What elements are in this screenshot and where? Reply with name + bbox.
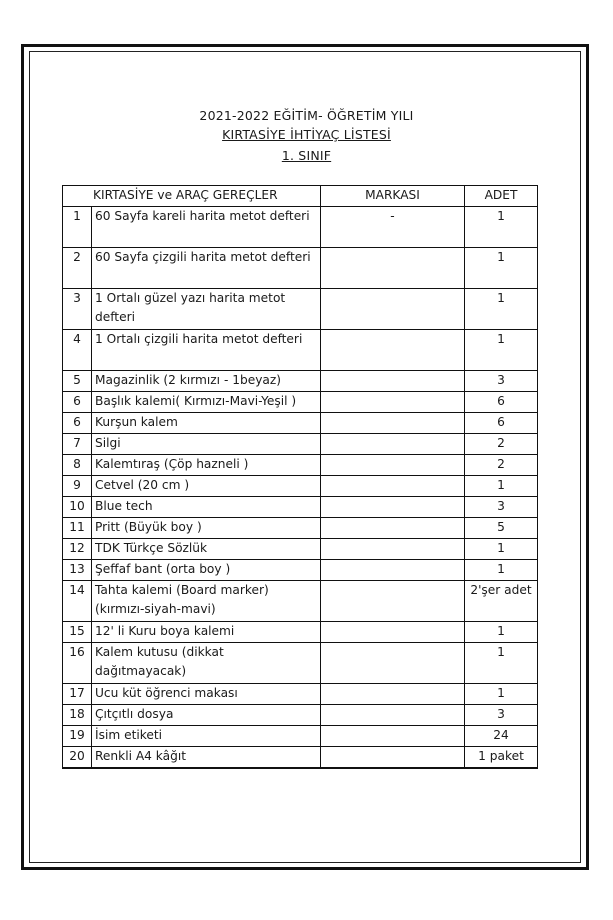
item-quantity: 1 bbox=[465, 559, 538, 580]
item-brand bbox=[321, 746, 465, 768]
item-brand bbox=[321, 391, 465, 412]
row-number: 4 bbox=[63, 329, 92, 370]
item-name: TDK Türkçe Sözlük bbox=[92, 538, 321, 559]
item-name: Tahta kalemi (Board marker)(kırmızı-siyah-mavi) bbox=[92, 580, 321, 621]
item-quantity: 6 bbox=[465, 412, 538, 433]
item-quantity: 1 bbox=[465, 247, 538, 288]
row-number: 18 bbox=[63, 704, 92, 725]
item-name: Kalem kutusu (dikkat dağıtmayacak) bbox=[92, 642, 321, 683]
item-brand bbox=[321, 247, 465, 288]
item-quantity: 1 bbox=[465, 329, 538, 370]
row-number: 17 bbox=[63, 683, 92, 704]
item-name: 1 Ortalı çizgili harita metot defteri bbox=[92, 329, 321, 370]
item-name: Çıtçıtlı dosya bbox=[92, 704, 321, 725]
item-quantity: 1 bbox=[465, 206, 538, 247]
table-row bbox=[63, 496, 538, 517]
item-name: Şeffaf bant (orta boy ) bbox=[92, 559, 321, 580]
item-brand bbox=[321, 370, 465, 391]
item-name: Kalemtıraş (Çöp hazneli ) bbox=[92, 454, 321, 475]
column-header-items: KIRTASİYE ve ARAÇ GEREÇLER bbox=[63, 186, 321, 207]
table-row bbox=[63, 475, 538, 496]
item-quantity: 3 bbox=[465, 370, 538, 391]
item-quantity: 1 paket bbox=[465, 746, 538, 768]
table-row bbox=[63, 538, 538, 559]
table-row bbox=[63, 725, 538, 746]
item-brand: - bbox=[321, 206, 465, 247]
row-number: 6 bbox=[63, 412, 92, 433]
item-quantity: 2'şer adet bbox=[465, 580, 538, 621]
item-quantity: 6 bbox=[465, 391, 538, 412]
row-number: 15 bbox=[63, 621, 92, 642]
item-brand bbox=[321, 559, 465, 580]
item-name: 12' li Kuru boya kalemi bbox=[92, 621, 321, 642]
item-quantity: 1 bbox=[465, 683, 538, 704]
item-name: 1 Ortalı güzel yazı harita metot defteri bbox=[92, 288, 321, 329]
table-row bbox=[63, 412, 538, 433]
row-number: 1 bbox=[63, 206, 92, 247]
table-row bbox=[63, 433, 538, 454]
item-brand bbox=[321, 725, 465, 746]
item-brand bbox=[321, 704, 465, 725]
item-name: Kurşun kalem bbox=[92, 412, 321, 433]
row-number: 3 bbox=[63, 288, 92, 329]
item-quantity: 5 bbox=[465, 517, 538, 538]
item-name: 60 Sayfa çizgili harita metot defteri bbox=[92, 247, 321, 288]
item-name: Pritt (Büyük boy ) bbox=[92, 517, 321, 538]
item-brand bbox=[321, 288, 465, 329]
item-brand bbox=[321, 580, 465, 621]
row-number: 20 bbox=[63, 746, 92, 768]
item-quantity: 1 bbox=[465, 621, 538, 642]
column-header-quantity: ADET bbox=[465, 186, 538, 207]
item-name: Başlık kalemi( Kırmızı-Mavi-Yeşil ) bbox=[92, 391, 321, 412]
table-row bbox=[63, 454, 538, 475]
item-quantity: 3 bbox=[465, 704, 538, 725]
item-brand bbox=[321, 496, 465, 517]
table-row bbox=[63, 559, 538, 580]
item-name: Magazinlik (2 kırmızı - 1beyaz) bbox=[92, 370, 321, 391]
table-row bbox=[63, 391, 538, 412]
table-row bbox=[63, 580, 538, 621]
table-row bbox=[63, 517, 538, 538]
item-quantity: 3 bbox=[465, 496, 538, 517]
item-name: İsim etiketi bbox=[92, 725, 321, 746]
class-label: 1. SINIF bbox=[281, 148, 332, 163]
item-quantity: 1 bbox=[465, 288, 538, 329]
item-name: Blue tech bbox=[92, 496, 321, 517]
table-row bbox=[63, 247, 538, 288]
item-brand bbox=[321, 517, 465, 538]
item-name: Renkli A4 kâğıt bbox=[92, 746, 321, 768]
item-quantity: 2 bbox=[465, 454, 538, 475]
column-header-brand: MARKASI bbox=[321, 186, 465, 207]
school-year-heading: 2021-2022 EĞİTİM- ÖĞRETİM YILI bbox=[199, 108, 414, 123]
item-quantity: 1 bbox=[465, 642, 538, 683]
table-row bbox=[63, 288, 538, 329]
item-brand bbox=[321, 621, 465, 642]
item-brand bbox=[321, 454, 465, 475]
item-quantity: 24 bbox=[465, 725, 538, 746]
table-header-row bbox=[63, 186, 538, 207]
item-name: 60 Sayfa kareli harita metot defteri bbox=[92, 206, 321, 247]
item-brand bbox=[321, 642, 465, 683]
item-quantity: 1 bbox=[465, 475, 538, 496]
table-row bbox=[63, 642, 538, 683]
row-number: 2 bbox=[63, 247, 92, 288]
item-brand bbox=[321, 412, 465, 433]
item-name: Silgi bbox=[92, 433, 321, 454]
table-row bbox=[63, 621, 538, 642]
row-number: 9 bbox=[63, 475, 92, 496]
table-row bbox=[63, 683, 538, 704]
row-number: 14 bbox=[63, 580, 92, 621]
row-number: 5 bbox=[63, 370, 92, 391]
item-brand bbox=[321, 538, 465, 559]
item-name: Cetvel (20 cm ) bbox=[92, 475, 321, 496]
table-row bbox=[63, 746, 538, 768]
row-number: 11 bbox=[63, 517, 92, 538]
row-number: 6 bbox=[63, 391, 92, 412]
row-number: 16 bbox=[63, 642, 92, 683]
item-name: Ucu küt öğrenci makası bbox=[92, 683, 321, 704]
item-brand bbox=[321, 329, 465, 370]
item-quantity: 2 bbox=[465, 433, 538, 454]
row-number: 8 bbox=[63, 454, 92, 475]
table-row bbox=[63, 206, 538, 247]
list-title: KIRTASİYE İHTİYAÇ LİSTESİ bbox=[222, 127, 391, 142]
table-row bbox=[63, 370, 538, 391]
item-brand bbox=[321, 433, 465, 454]
row-number: 12 bbox=[63, 538, 92, 559]
row-number: 10 bbox=[63, 496, 92, 517]
item-quantity: 1 bbox=[465, 538, 538, 559]
row-number: 13 bbox=[63, 559, 92, 580]
item-brand bbox=[321, 683, 465, 704]
row-number: 7 bbox=[63, 433, 92, 454]
table-row bbox=[63, 329, 538, 370]
supply-table bbox=[62, 185, 538, 769]
row-number: 19 bbox=[63, 725, 92, 746]
table-row bbox=[63, 704, 538, 725]
item-brand bbox=[321, 475, 465, 496]
